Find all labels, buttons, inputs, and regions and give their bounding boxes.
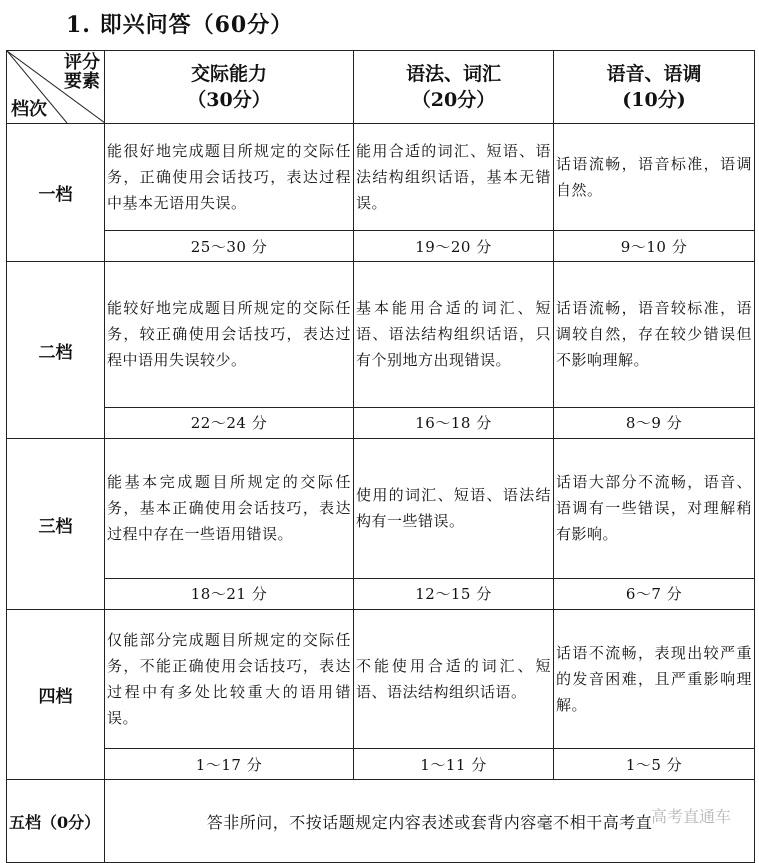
- score-cell: 25～30 分: [105, 231, 354, 262]
- score-cell: 12～15 分: [354, 578, 554, 609]
- corner-label-element: 要素: [64, 71, 100, 92]
- desc-cell: 能很好地完成题目所规定的交际任务，正确使用会话技巧，表达过程中基本无语用失误。: [105, 124, 354, 231]
- desc-cell: 使用的词汇、短语、语法结构有一些错误。: [354, 439, 554, 579]
- score-cell: 1～5 分: [554, 749, 755, 780]
- table-row: [7, 439, 755, 579]
- score-cell: 19～20 分: [354, 231, 554, 262]
- score-cell: 6～7 分: [554, 578, 755, 609]
- corner-label-level: 档次: [11, 99, 47, 120]
- desc-cell: 话语流畅，语音标准，语调自然。: [554, 124, 755, 231]
- level-label: 四档: [7, 610, 105, 780]
- header-communication: 交际能力 （30分）: [105, 51, 354, 124]
- level-label: 三档: [7, 439, 105, 610]
- level-label: 二档: [7, 262, 105, 439]
- desc-cell: 能较好地完成题目所规定的交际任务，较正确使用会话技巧，表达过程中语用失误较少。: [105, 262, 354, 408]
- header-grammar: 语法、词汇 （20分）: [354, 51, 554, 124]
- section-title: 1. 即兴问答（60分）: [66, 12, 294, 38]
- corner-cell: [7, 51, 105, 124]
- five-desc-cell: 答非所问，不按话题规定内容表述或套背内容毫不相干高考直: [105, 780, 755, 863]
- desc-cell: 话语大部分不流畅，语音、语调有一些错误，对理解稍有影响。: [554, 439, 755, 579]
- score-cell: 16～18 分: [354, 407, 554, 438]
- score-cell: 18～21 分: [105, 578, 354, 609]
- score-cell: 1～11 分: [354, 749, 554, 780]
- desc-cell: 话语流畅，语音较标准，语调较自然，存在较少错误但不影响理解。: [554, 262, 755, 408]
- table-row: [7, 231, 755, 262]
- table-row: [7, 578, 755, 609]
- score-cell: 9～10 分: [554, 231, 755, 262]
- header-pronunciation: 语音、语调 (10分): [554, 51, 755, 124]
- desc-cell: 话语不流畅，表现出较严重的发音困难，且严重影响理解。: [554, 610, 755, 749]
- table-row: [7, 780, 755, 863]
- table-row: [7, 124, 755, 231]
- table-row: [7, 407, 755, 438]
- table-row: [7, 610, 755, 749]
- watermark: 高考直通车: [650, 807, 731, 826]
- desc-cell: 能用合适的词汇、短语、语法结构组织话语，基本无错误。: [354, 124, 554, 231]
- score-cell: 8～9 分: [554, 407, 755, 438]
- level-label: 一档: [7, 124, 105, 262]
- scoring-table: [6, 50, 755, 863]
- desc-cell: 仅能部分完成题目所规定的交际任务，不能正确使用会话技巧，表达过程中有多处比较重大的语用错误。: [105, 610, 354, 749]
- table-row: [7, 749, 755, 780]
- desc-cell: 不能使用合适的词汇、短语、语法结构组织话语。: [354, 610, 554, 749]
- desc-cell: 基本能用合适的词汇、短语、语法结构组织话语，只有个别地方出现错误。: [354, 262, 554, 408]
- desc-cell: 能基本完成题目所规定的交际任务，基本正确使用会话技巧，表达过程中存在一些语用错误。: [105, 439, 354, 579]
- level-label: 五档（0分）: [7, 780, 105, 863]
- score-cell: 22～24 分: [105, 407, 354, 438]
- header-row: [7, 51, 755, 124]
- score-cell: 1～17 分: [105, 749, 354, 780]
- table-row: [7, 262, 755, 408]
- corner-label-score: 评分: [64, 52, 100, 73]
